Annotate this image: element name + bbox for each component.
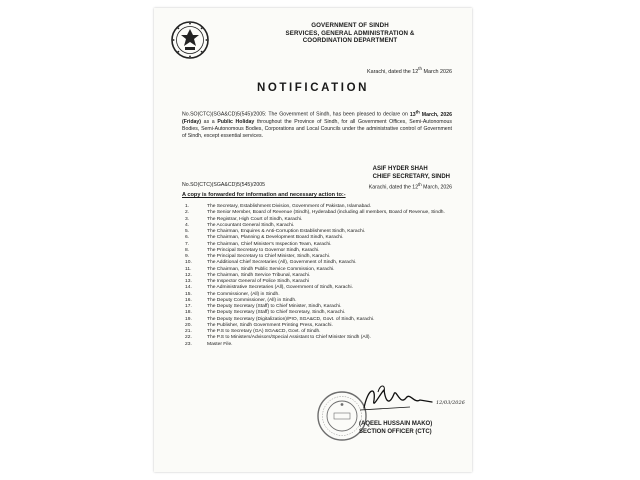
issue-date-suffix: March 2026 xyxy=(422,68,452,75)
holiday-date-rest: March, 2026 (Friday) xyxy=(182,111,452,125)
list-item-number: 23. xyxy=(185,341,192,347)
body-text-3: throughout the Province of Sindh, for all Government Offices, Semi-Autonomous Bodies, Semi-Autonomous Bodies, Corporations and Local Councils under the administrative control of Government of Sindh, except essential services. xyxy=(182,118,452,140)
forward-heading: A copy is forwarded for information and necessary action to:- xyxy=(182,192,346,198)
document-title: NOTIFICATION xyxy=(256,82,370,94)
list-item-number: 10. xyxy=(185,260,192,266)
holiday-date-sup: th xyxy=(415,109,420,114)
list-item-text: The Additional Chief Secretaries (All), Government of Sindh, Karachi. xyxy=(207,260,357,266)
list-item-text: The Chairman, Chief Minister's Inspection Team, Karachi. xyxy=(207,241,332,247)
list-item-number: 14. xyxy=(185,285,192,291)
reference-date-sup: th xyxy=(418,182,422,187)
reference-row xyxy=(182,182,452,191)
list-item-text: The Principal Secretary to Governor Sindh, Karachi. xyxy=(207,247,320,253)
list-item-number: 17. xyxy=(185,304,192,309)
list-item-text: The Inspector General of Police Sindh, Karachi xyxy=(207,279,309,284)
list-item-text: The Principal Secretary to Chief Minister, Sindh, Karachi. xyxy=(207,254,331,259)
notification-page xyxy=(154,8,472,472)
list-item-text: The Accountant General Sindh, Karachi. xyxy=(207,222,295,228)
list-item-text: The Chairman, Sindh Public Service Commission, Karachi. xyxy=(207,266,335,272)
holiday-date-day: 13 xyxy=(409,111,416,118)
list-item-text: The P.S to Ministers/Advisors/Special Assistant to Chief Minister Sindh (All). xyxy=(207,335,371,341)
list-item-number: 3. xyxy=(185,216,190,222)
list-item-number: 16. xyxy=(185,297,192,303)
chief-secretary-designation: CHIEF SECRETARY, SINDH xyxy=(372,173,450,180)
header-line-3: COORDINATION DEPARTMENT xyxy=(302,37,398,45)
list-item-number: 20. xyxy=(185,322,192,328)
list-item-number: 22. xyxy=(185,335,192,341)
department-header xyxy=(240,22,460,45)
list-item-number: 1. xyxy=(185,204,190,209)
list-item-text: The Chairman, Enquires & Anti-Corruption Establishment Sindh, Karachi. xyxy=(207,229,366,234)
list-item-number: 11. xyxy=(185,266,192,272)
signature-date: 12/03/2026 xyxy=(436,400,465,406)
list-item-text: The Registrar, High Court of Sindh, Karachi. xyxy=(207,216,303,222)
list-item-text: The Deputy Commissioner, (All) in Sindh. xyxy=(207,297,297,303)
list-item-number: 6. xyxy=(185,235,190,241)
list-item-number: 2. xyxy=(185,210,190,216)
section-officer-name: (AQEEL HUSSAIN MAKO) xyxy=(359,421,433,427)
body-text-2: as a xyxy=(201,118,218,125)
list-item-text: The Secretary, Establishment Division, Government of Pakistan, Islamabad. xyxy=(207,204,372,209)
body-text-1: No.SO(CTC)(SGA&CD)5(545)/2005: The Government of Sindh, has been pleased to declare on xyxy=(182,111,410,118)
list-item-number: 7. xyxy=(185,241,190,247)
list-item-text: The Administrative Secretaries (All), Government of Sindh, Karachi. xyxy=(207,285,353,291)
notification-body xyxy=(182,108,452,140)
section-officer-designation: SECTION OFFICER (CTC) xyxy=(359,428,432,435)
list-item-number: 12. xyxy=(185,272,192,278)
list-item-number: 5. xyxy=(185,229,190,234)
list-item xyxy=(185,342,447,348)
list-item-text: The Deputy Secretary (Staff) to Chief Minister, Sindh, Karachi. xyxy=(207,304,342,309)
list-item-number: 19. xyxy=(185,316,192,322)
list-item-text: Master File. xyxy=(207,341,233,347)
chief-secretary-signatory xyxy=(373,166,450,181)
reference-date-suffix: March, 2026 xyxy=(421,184,452,191)
recipient-list xyxy=(185,204,447,348)
list-item-number: 4. xyxy=(185,222,190,228)
header-line-1: GOVERNMENT OF SINDH xyxy=(311,22,389,29)
list-item-number: 21. xyxy=(185,329,192,334)
list-item-text: The Chairman, Sindh Service Tribunal, Karachi. xyxy=(207,272,311,278)
list-item-text: The Chairman, Planning & Development Board Sindh, Karachi. xyxy=(207,235,344,241)
government-seal-icon xyxy=(170,20,210,60)
list-item-text: The Commissioner, (All) in Sindh. xyxy=(207,291,280,297)
list-item-text: The Senior Member, Board of Revenue (Sindh), Hyderabad (including all members, Board of Revenue, Sindh. xyxy=(207,210,445,216)
list-item-text: The P.S to Secretary (GA) SGA&CD, Govt. of Sindh. xyxy=(207,329,321,334)
reference-date-prefix: Karachi, dated the 12 xyxy=(368,184,419,191)
list-item-number: 8. xyxy=(185,247,190,253)
reference-date xyxy=(369,182,452,191)
header-line-2: SERVICES, GENERAL ADMINISTRATION & xyxy=(285,29,415,37)
list-item-text: The Publisher, Sindh Government Printing Press, Karachi. xyxy=(207,322,333,328)
list-item-number: 15. xyxy=(185,291,192,297)
list-item-text: The Deputy Secretary (Digitalization)/PIO, SGA&CD, Govt. of Sindh, Karachi. xyxy=(207,316,375,322)
list-item-number: 13. xyxy=(185,279,192,284)
list-item-number: 18. xyxy=(185,310,192,316)
list-item-text: The Deputy Secretary (Staff) to Chief Secretary, Sindh, Karachi. xyxy=(207,310,346,316)
reference-number: No.SO(CTC)(SGA&CD)5(545)/2005 xyxy=(182,182,266,188)
section-officer-signatory xyxy=(359,421,432,436)
issue-date-sup: th xyxy=(418,66,423,71)
chief-secretary-name: ASIF HYDER SHAH xyxy=(372,166,428,172)
list-item-number: 9. xyxy=(185,254,190,259)
handwritten-signature-icon xyxy=(350,380,460,416)
issue-date xyxy=(367,66,452,75)
public-holiday-label: Public Holiday xyxy=(217,118,255,125)
issue-date-prefix: Karachi, dated the 12 xyxy=(367,68,419,75)
